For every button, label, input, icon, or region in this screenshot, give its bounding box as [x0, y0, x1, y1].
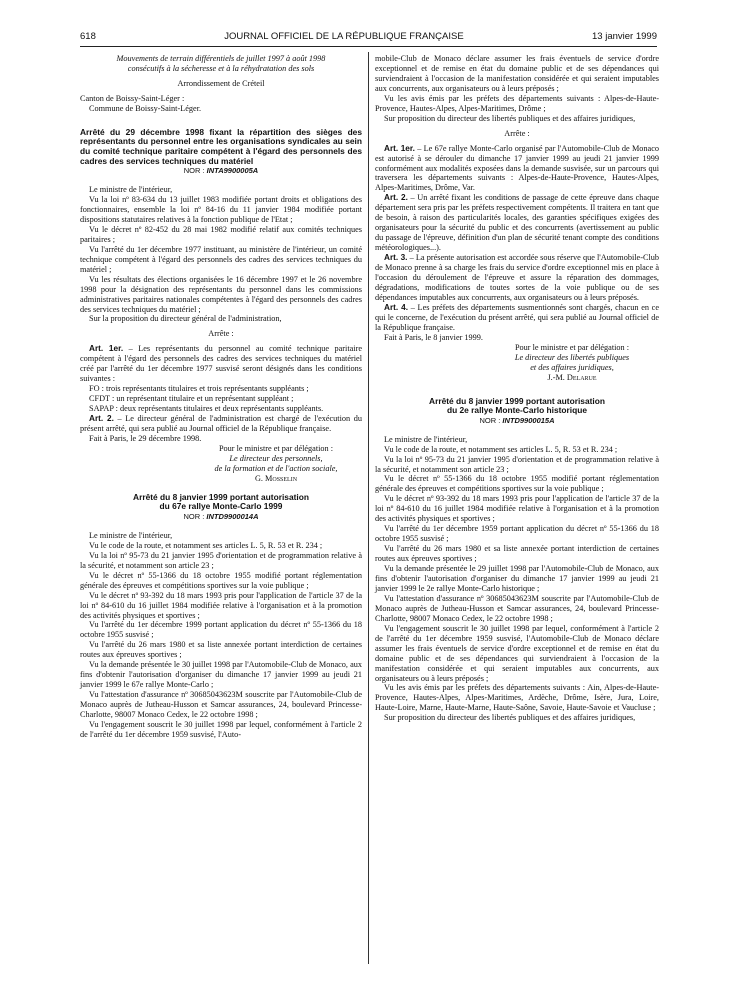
arrete-title: du 67e rallye Monte-Carlo 1999	[159, 501, 283, 512]
paragraph: Vu l'arrêté du 1er décembre 1959 portant application du décret nº 55-1366 du 18 octobre 1955 susvisé ;	[375, 524, 659, 544]
intro-italic-line: Mouvements de terrain différentiels de juillet 1997 à août 1998	[116, 54, 326, 63]
header-rule	[80, 46, 657, 47]
intro-italic-line: consécutifs à la sécheresse et à la réhydratation des sols	[127, 63, 315, 73]
arrete-title: Arrêté du 8 janvier 1999 portant autorisation	[429, 395, 605, 406]
paragraph: Vu l'arrêté du 1er décembre 1999 portant application du décret nº 55-1366 du 18 octobre 1955 susvisé ;	[80, 620, 362, 640]
paragraph: Vu la demande présentée le 30 juillet 1998 par l'Automobile-Club de Monaco, aux fins d'obtenir l'autorisation d'organiser du dimanche 17 janvier 1999 au jeudi 21 janvier 1999 le 67e rallye Monte-Carlo ;	[80, 660, 362, 690]
nor-reference: NOR : INTD9900014A	[183, 511, 259, 521]
article-1: Art. 1er. – Le 67e rallye Monte-Carlo organisé par l'Automobile-Club de Monaco est autorisé à se dérouler du dimanche 17 janvier 1999 au jeudi 21 janvier 1999 conformément aux modalités exposées dans la demande susvisée, sur un parcours qui traversera les départements suivants : Alpes-de-Haute-Provence, Hautes-Alpes, Alpes-Maritimes, Drôme, Var.	[375, 143, 659, 193]
fait-line: Fait à Paris, le 8 janvier 1999.	[384, 332, 483, 342]
paragraph: Vu l'engagement souscrit le 30 juillet 1998 par lequel, conformément à l'article 2 de l'arrêté du 1er décembre 1959 susvisé, l'Automobile-Club de Monaco déclare assumer les frais éventuels de service d'ordre exceptionnel et de remise en état du domaine public et de ses dépendances qui surviendraient à l'occasion de la manifestation considérée et qui seraient imputables aux concurrents, aux organisateurs ou à leurs préposés ;	[375, 623, 659, 683]
canton: Canton de Boissy-Saint-Léger :	[80, 93, 185, 103]
arrete-word: Arrête :	[208, 329, 234, 339]
paragraph: Vu les avis émis par les préfets des départements suivants : Ain, Alpes-de-Haute-Provence, Hautes-Alpes, Alpes-Maritimes, Ardèche, Drôme, Isère, Jura, Loire, Haute-Loire, Marne, Haute-Marne, Haute-Saône, Savoie, Haute-Savoie et Vaucluse ;	[375, 683, 659, 713]
left-column	[80, 54, 362, 740]
page-header	[80, 28, 657, 44]
article-2: Art. 2. – Un arrêté fixant les conditions de passage de cette épreuve dans chaque département sera pris par les préfets respectivement compétents. Il traitera en tant que de besoin, à raison des particularités locales, des garanties spécifiques exigées des organisateurs pour la sécurité du public et des concurrents (avertissement au public du passage de l'épreuve, définition d'un plan de sécurité tenant compte des conditions météorologiques...).	[375, 193, 659, 253]
signature-block: Pour le ministre et par délégation : Le directeur des libertés publiques et des affaires juridiques, J.-M. Delarue	[485, 343, 659, 383]
issue-date: 13 janvier 1999	[592, 30, 657, 42]
paragraph: Le ministre de l'intérieur,	[384, 434, 468, 444]
signatory-name: G. Mosselin	[254, 473, 298, 483]
paragraph: Vu l'engagement souscrit le 30 juillet 1998 par lequel, conformément à l'article 2 de l'arrêté du 1er décembre 1959 susvisé, l'Auto-	[80, 719, 362, 739]
paragraph: Sur la proposition du directeur général de l'administration,	[89, 314, 282, 324]
paragraph: Vu la loi nº 95-73 du 21 janvier 1995 d'orientation et de programmation relative à la sécurité, et notamment son article 23 ;	[375, 454, 659, 474]
paragraph: Vu l'arrêté du 1er décembre 1977 instituant, au ministère de l'intérieur, un comité technique compétent à l'égard des personnels des cadres des services techniques du matériel ;	[80, 244, 362, 274]
commune: Commune de Boissy-Saint-Léger.	[89, 103, 202, 113]
signature-block: Pour le ministre et par délégation : Le directeur des personnels, de la formation et de l'action sociale, G. Mosselin	[190, 444, 362, 484]
paragraph: Vu le décret nº 55-1366 du 18 octobre 1955 modifié portant réglementation générale des épreuves et compétitions sportives sur la voie publique ;	[375, 474, 659, 494]
column-divider	[368, 52, 369, 964]
paragraph: Vu la loi nº 95-73 du 21 janvier 1995 d'orientation et de programmation relative à la sécurité, et notamment son article 23 ;	[80, 550, 362, 570]
arrete-word: Arrête :	[504, 128, 530, 138]
paragraph: Vu l'arrêté du 26 mars 1980 et sa liste annexée portant interdiction de certaines routes aux épreuves sportives ;	[375, 544, 659, 564]
paragraph: Vu l'attestation d'assurance nº 30685043623M souscrite par l'Automobile-Club de Monaco auprès de Jutheau-Husson et Samcar assurances, 24, boulevard Princesse-Charlotte, 98007 Monaco Cedex, le 22 octobre 1998 ;	[375, 593, 659, 623]
paragraph: Le ministre de l'intérieur,	[89, 185, 173, 195]
paragraph: mobile-Club de Monaco déclare assumer les frais éventuels de service d'ordre exceptionnel et de remise en état du domaine public et de ses dépendances qui surviendraient à l'occasion de la manifestation considérée et qui seraient imputables aux concurrents, aux organisateurs ou à leurs préposés ;	[375, 54, 659, 93]
paragraph: Vu l'arrêté du 26 mars 1980 et sa liste annexée portant interdiction de certaines routes aux épreuves sportives ;	[80, 640, 362, 660]
paragraph: Vu le code de la route, et notamment ses articles L. 5, R. 53 et R. 234 ;	[89, 540, 323, 550]
paragraph: Vu le décret nº 55-1366 du 18 octobre 1955 modifié portant réglementation générale des épreuves et compétitions sportives sur la voie publique ;	[80, 570, 362, 590]
arrete-title: Arrêté du 29 décembre 1998 fixant la répartition des sièges des représentants du personnel entre les organisations syndicales au sein du comité technique paritaire compétent à l'égard des personnels des cadres des services techniques du matériel	[80, 126, 362, 166]
list-item: SAPAP : deux représentants titulaires et deux représentants suppléants.	[89, 404, 324, 414]
paragraph: Vu les résultats des élections organisées le 16 décembre 1997 et le 26 novembre 1998 pour la désignation des représentants du personnel dans les commissions administratives paritaires nationales compétentes à l'égard des personnels des cadres des services techniques du matériel ;	[80, 274, 362, 314]
article-3: Art. 3. – La présente autorisation est accordée sous réserve que l'Automobile-Club de Monaco prenne à sa charge les frais du service d'ordre exceptionnel mis en place à l'occasion du déroulement de l'épreuve et assure la réparation des dommages, dégradations, modifications de toutes sortes de la voie publique ou de ses dépendances imputables aux concurrents, aux organisateurs ou à leurs préposés.	[375, 253, 659, 302]
nor-reference: NOR : INTA9900005A	[183, 166, 259, 176]
nor-reference: NOR : INTD9900015A	[479, 415, 555, 425]
signatory-name: J.-M. Delarue	[547, 372, 597, 382]
right-column	[375, 54, 659, 723]
paragraph: Vu le décret nº 93-392 du 18 mars 1993 pris pour l'application de l'article 37 de la loi nº 84-610 du 16 juillet 1984 modifiée relative à l'organisation et à la promotion des activités physiques et sportives ;	[375, 494, 659, 524]
paragraph: Vu l'attestation d'assurance nº 30685043623M souscrite par l'Automobile-Club de Monaco auprès de Jutheau-Husson et Samcar assurances, 24, boulevard Princesse-Charlotte, 98007 Monaco Cedex, le 22 octobre 1998 ;	[80, 690, 362, 720]
paragraph: Vu le décret nº 82-452 du 28 mai 1982 modifié relatif aux comités techniques paritaires ;	[80, 224, 362, 244]
paragraph: Le ministre de l'intérieur,	[89, 530, 173, 540]
list-item: CFDT : un représentant titulaire et un représentant suppléant ;	[89, 394, 294, 404]
list-item: FO : trois représentants titulaires et trois représentants suppléants ;	[89, 384, 309, 394]
paragraph: Vu les avis émis par les préfets des départements suivants : Alpes-de-Haute-Provence, Hautes-Alpes, Alpes-Maritimes, Drôme ;	[375, 93, 659, 113]
paragraph: Sur proposition du directeur des libertés publiques et des affaires juridiques,	[384, 713, 636, 723]
article-4: Art. 4. – Les préfets des départements susmentionnés sont chargés, chacun en ce qui le concerne, de l'exécution du présent arrêté, qui sera publié au Journal officiel de la République française.	[375, 302, 659, 332]
paragraph: Sur proposition du directeur des libertés publiques et des affaires juridiques,	[384, 113, 636, 123]
journal-title: JOURNAL OFFICIEL DE LA RÉPUBLIQUE FRANÇAISE	[224, 30, 464, 42]
fait-line: Fait à Paris, le 29 décembre 1998.	[89, 433, 202, 443]
page-number: 618	[80, 30, 96, 42]
paragraph: Vu la demande présentée le 29 juillet 1998 par l'Automobile-Club de Monaco, aux fins d'obtenir l'autorisation d'organiser du dimanche 17 janvier 1999 au jeudi 21 janvier 1999 le 2e rallye Monte-Carlo historique ;	[375, 564, 659, 593]
paragraph: Vu le décret nº 93-392 du 18 mars 1993 pris pour l'application de l'article 37 de la loi nº 84-610 du 16 juillet 1984 modifiée relative à l'organisation et à la promotion des activités physiques et sportives ;	[80, 590, 362, 620]
article-2: Art. 2. – Le directeur général de l'administration est chargé de l'exécution du présent arrêté, qui sera publié au Journal officiel de la République française.	[80, 414, 362, 434]
arrete-title: du 2e rallye Monte-Carlo historique	[446, 405, 588, 416]
arrete-title: Arrêté du 8 janvier 1999 portant autorisation	[133, 491, 309, 502]
paragraph: Vu la loi nº 83-634 du 13 juillet 1983 modifiée portant droits et obligations des fonctionnaires, ensemble la loi nº 84-16 du 11 janvier 1984 modifiée portant dispositions statutaires relatives à la fonction publique de l'Etat ;	[80, 195, 362, 224]
paragraph: Vu le code de la route, et notamment ses articles L. 5, R. 53 et R. 234 ;	[384, 444, 618, 454]
article-1: Art. 1er. – Les représentants du personnel au comité technique paritaire compétent à l'égard des personnels des cadres des services techniques du matériel créé par l'arrêté du 1er décembre 1977 susvisé seront désignés dans les conditions suivantes :	[80, 344, 363, 384]
arrondissement: Arrondissement de Créteil	[177, 78, 265, 88]
